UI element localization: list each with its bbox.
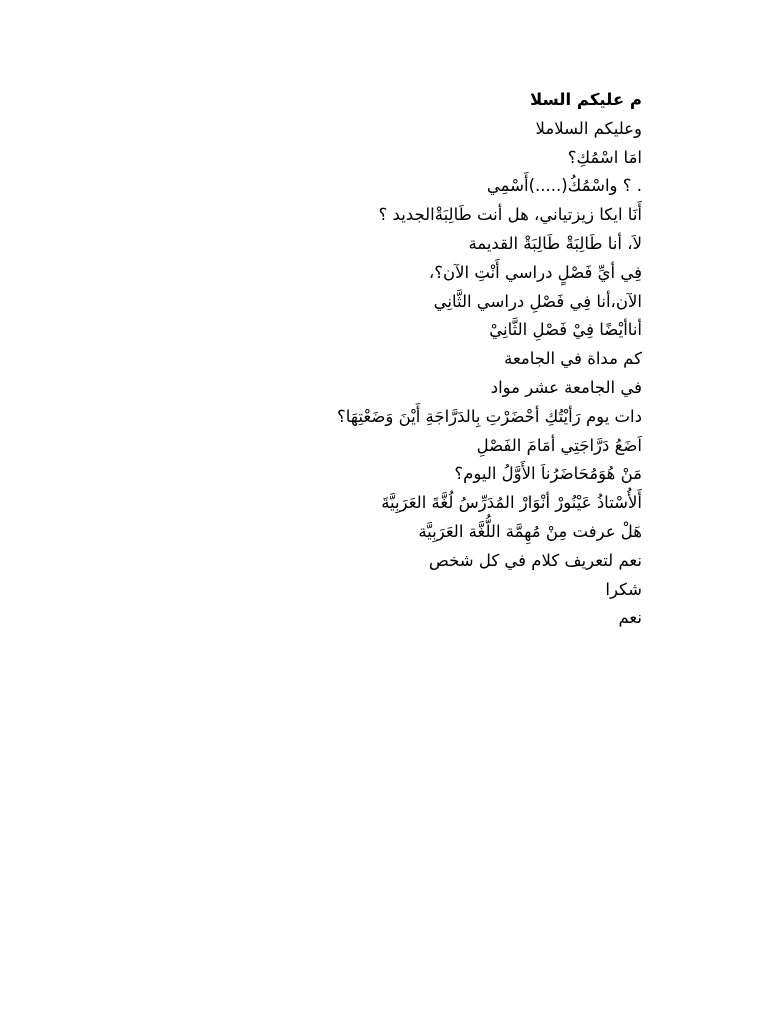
dialogue-line-4: . ؟ واسْمُكُ(.....)أَسْمِي [486,176,642,196]
dialogue-line-3: امَا اسْمُكِ؟ [567,147,642,167]
dialogue-line-2: وعليكم السلاملا [535,118,642,138]
dialogue-line-1: م عليكم السلا [529,90,642,109]
dialogue-line-12: دات يوم رَأيْتُكِ أحْضَرْتِ بِالدَرَّاجَةِ أَيْنَ وَضَعْتِهَا؟ [337,406,642,426]
dialogue-line-8: الآن،أنا فِي فَصْلِ دراسي الثَّانِي [433,291,642,311]
dialogue-line-14: مَنْ هُوَمُحَاضَرُناَ الأَوَّلُ اليوم؟ [454,464,642,484]
dialogue-line-10: كم مداة في الجامعة [504,349,642,369]
dialogue-line-18: شكرا [605,579,642,599]
dialogue-line-15: أَلأُسْتاذُ عَيْنُورْ أنْوَارْ المُدَرِّسُ لُغَّةَ العَرَبِيَّةَ [381,493,642,513]
dialogue-line-11: في الجامعة عشر مواد [490,377,642,397]
dialogue-line-6: لاَ، أنا طَالِبَةْ طَالِبَةْ القديمة [468,233,642,253]
dialogue-line-9: أناأيْضًا فِيْ فَصْلِ الثَّانِيْ [489,320,642,340]
dialogue-line-17: نعم لتعريف كلام في كل شخص [428,550,642,570]
dialogue-line-13: اَضَعُ دَرَّاجَتِي أمَامَ الفَصْلِ [476,435,642,455]
dialogue-line-5: أَنَا ايكا زيزتياني، هل أنت طَالِبَةْالجديد ؟ [378,205,642,225]
dialogue-line-7: فِي أيِّ فَصْلٍ دراسي أَنْتِ الآن؟، [428,262,642,282]
dialogue-text-block [122,86,642,633]
dialogue-line-16: هَلْ عرفت مِنْ مُهِمَّة اللُّغَّة العَرَبِيَّة [418,521,642,541]
dialogue-line-19: نعم [618,608,642,628]
